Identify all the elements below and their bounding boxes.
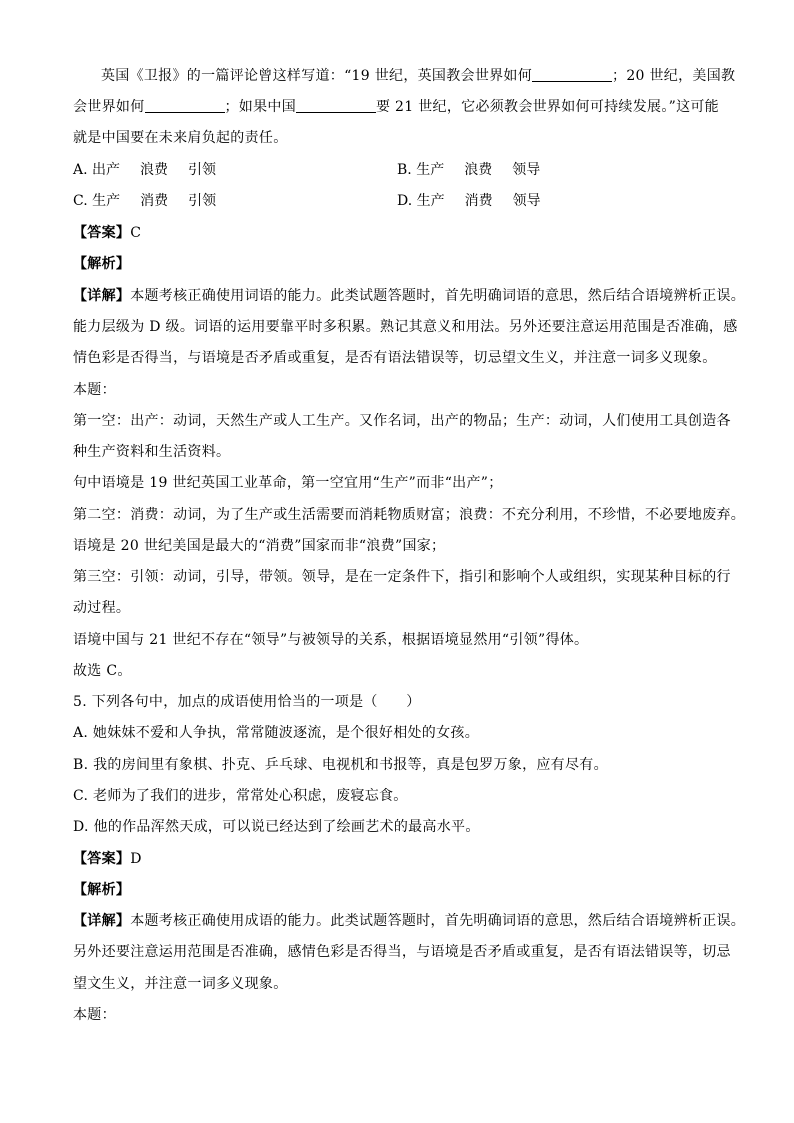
q4-option-b bbox=[397, 160, 540, 180]
q4-option-d bbox=[397, 191, 541, 211]
option-letter: D. bbox=[397, 193, 413, 209]
analysis-text: 望文生义，并注意一词多义现象。 bbox=[73, 976, 288, 992]
question-text: 5. 下列各句中，加点的成语使用恰当的一项是（ ） bbox=[73, 694, 421, 710]
q4-analysis-line bbox=[73, 348, 717, 368]
q4-analysis-line bbox=[73, 286, 745, 306]
answer-tag: 【答案】 bbox=[73, 851, 131, 867]
analysis-text: 本题： bbox=[73, 1007, 116, 1023]
q4-option-a bbox=[73, 160, 216, 180]
q4-stem-line-2 bbox=[73, 97, 719, 117]
q4-analysis-line bbox=[73, 442, 230, 462]
option-letter: C. bbox=[73, 193, 88, 209]
answer-value: C bbox=[130, 225, 142, 241]
analysis-text: 情色彩是否得当，与语境是否矛盾或重复，是否有语法错误等，切忌望文生义，并注意一词多义现象。 bbox=[73, 350, 717, 366]
q4-answer bbox=[73, 223, 141, 243]
option-word: 出产 bbox=[92, 162, 121, 178]
analysis-text: 种生产资料和生活资料。 bbox=[73, 444, 231, 460]
analysis-tag: 【解析】 bbox=[73, 882, 131, 898]
answer-value: D bbox=[130, 851, 142, 867]
option-word: 引领 bbox=[188, 193, 217, 209]
q5-option-a bbox=[73, 723, 479, 743]
option-word: 浪费 bbox=[464, 162, 493, 178]
q5-analysis-line bbox=[73, 974, 288, 994]
q4-analysis-line bbox=[73, 473, 503, 493]
analysis-text: 动过程。 bbox=[73, 600, 131, 616]
detail-tag: 【详解】 bbox=[73, 288, 131, 304]
q4-analysis-line bbox=[73, 317, 738, 337]
q4-analysis-line bbox=[73, 536, 445, 556]
analysis-text: 本题： bbox=[73, 382, 116, 398]
analysis-text: 另外还要注意运用范围是否准确，感情色彩是否得当，与语境是否矛盾或重复，是否有语法错误等，切忌 bbox=[73, 944, 731, 960]
q4-stem-text: 会世界如何 bbox=[73, 99, 145, 115]
option-word: 生产 bbox=[92, 193, 121, 209]
analysis-text: 第一空：出产：动词，天然生产或人工生产。又作名词，出产的物品；生产：动词，人们使用工具创造各 bbox=[73, 413, 731, 429]
option-word: 领导 bbox=[512, 162, 541, 178]
q5-option-b bbox=[73, 755, 608, 775]
q4-stem-text: ；20 世纪，美国教 bbox=[612, 68, 736, 84]
q4-blank-3 bbox=[296, 98, 376, 113]
option-word: 生产 bbox=[416, 162, 445, 178]
q5-stem bbox=[73, 692, 421, 712]
option-word: 消费 bbox=[464, 193, 493, 209]
q4-analysis-line bbox=[73, 380, 116, 400]
q4-analysis-line bbox=[73, 630, 588, 650]
analysis-text: 语境是 20 世纪美国是最大的“消费”国家而非“浪费”国家； bbox=[73, 538, 446, 554]
analysis-text: 本题考核正确使用成语的能力。此类试题答题时，首先明确词语的意思，然后结合语境辨析正误。 bbox=[130, 913, 746, 929]
q4-stem-text: 要 21 世纪，它必须教会世界如何可持续发展。”这可能 bbox=[376, 99, 719, 115]
detail-tag: 【详解】 bbox=[73, 913, 131, 929]
option-letter: A. bbox=[73, 162, 88, 178]
q5-analysis-heading bbox=[73, 880, 130, 900]
q4-stem-text: 就是中国要在未来肩负起的责任。 bbox=[73, 130, 288, 146]
q5-answer bbox=[73, 849, 142, 869]
analysis-text: 句中语境是 19 世纪英国工业革命，第一空宜用“生产”而非“出产”； bbox=[73, 475, 503, 491]
q4-analysis-heading bbox=[73, 254, 130, 274]
q4-option-c bbox=[73, 191, 216, 211]
analysis-text: 第三空：引领：动词，引导，带领。领导，是在一定条件下，指引和影响个人或组织，实现某种目标的行 bbox=[73, 569, 731, 585]
q4-analysis-line bbox=[73, 505, 745, 525]
q5-analysis-line bbox=[73, 942, 731, 962]
analysis-text: 能力层级为 D 级。词语的运用要靠平时多积累。熟记其意义和用法。另外还要注意运用范围是否准确，感 bbox=[73, 319, 738, 335]
q4-stem-text: 英国《卫报》的一篇评论曾这样写道：“19 世纪，英国教会世界如何 bbox=[101, 68, 533, 84]
option-text: C. 老师为了我们的进步，常常处心积虑，废寝忘食。 bbox=[73, 788, 408, 804]
q4-stem-text: ；如果中国 bbox=[224, 99, 296, 115]
analysis-text: 本题考核正确使用词语的能力。此类试题答题时，首先明确词语的意思，然后结合语境辨析正误。 bbox=[130, 288, 746, 304]
q4-stem-line-3 bbox=[73, 128, 288, 148]
q5-option-d bbox=[73, 817, 480, 837]
q4-analysis-line bbox=[73, 567, 731, 587]
q4-analysis-line bbox=[73, 411, 731, 431]
option-text: A. 她妹妹不爱和人争执，常常随波逐流，是个很好相处的女孩。 bbox=[73, 725, 480, 741]
analysis-tag: 【解析】 bbox=[73, 256, 131, 272]
option-word: 引领 bbox=[188, 162, 217, 178]
option-letter: B. bbox=[397, 162, 412, 178]
option-text: B. 我的房间里有象棋、扑克、乒乓球、电视机和书报等，真是包罗万象，应有尽有。 bbox=[73, 757, 608, 773]
analysis-text: 语境中国与 21 世纪不存在“领导”与被领导的关系，根据语境显然用“引领”得体。 bbox=[73, 632, 589, 648]
option-word: 领导 bbox=[512, 193, 541, 209]
q4-analysis-line bbox=[73, 598, 130, 618]
answer-tag: 【答案】 bbox=[73, 225, 131, 241]
q4-analysis-line bbox=[73, 661, 132, 681]
q4-stem-line-1 bbox=[101, 66, 735, 86]
option-text: D. 他的作品浑然天成，可以说已经达到了绘画艺术的最高水平。 bbox=[73, 819, 480, 835]
q4-blank-2 bbox=[145, 98, 225, 113]
q5-analysis-line bbox=[73, 911, 745, 931]
analysis-text: 故选 C。 bbox=[73, 663, 132, 679]
option-word: 生产 bbox=[416, 193, 445, 209]
q5-analysis-line bbox=[73, 1005, 116, 1025]
option-word: 消费 bbox=[140, 193, 169, 209]
q5-option-c bbox=[73, 786, 408, 806]
option-word: 浪费 bbox=[140, 162, 169, 178]
q4-blank-1 bbox=[532, 67, 612, 82]
analysis-text: 第二空：消费：动词，为了生产或生活需要而消耗物质财富；浪费：不充分利用，不珍惜，不必要地废弃。 bbox=[73, 507, 746, 523]
